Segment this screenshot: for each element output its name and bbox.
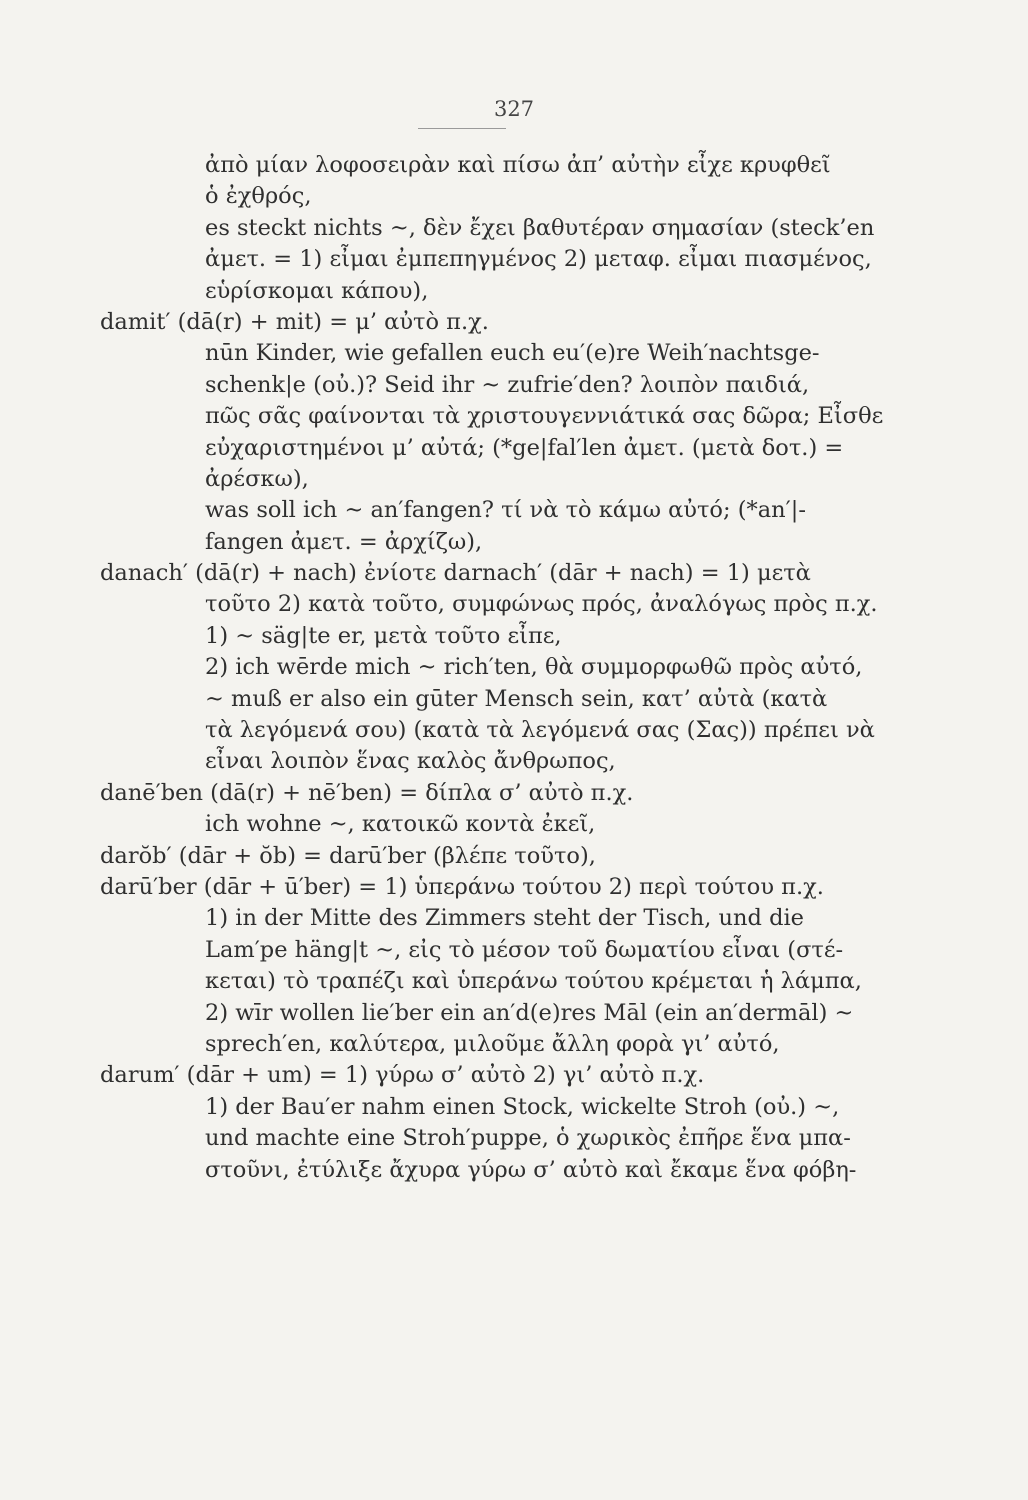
text-line: ὁ ἐχθρός, — [205, 183, 312, 210]
text-line: ~ muß er also ein gūter Mensch sein, κατ’ αὐτὰ (κατὰ — [205, 685, 828, 712]
entry-headword-line: danē′ben (dā(r) + nē′ben) = δίπλα σ’ αὐτὸ π.χ. — [100, 779, 634, 806]
text-line: ἀμετ. = 1) εἶμαι ἐμπεπηγμένος 2) μεταφ. εἶμαι πιασμένος, — [205, 246, 872, 273]
text-line: 2) wīr wollen lie′ber ein an′d(e)res Māl (ein an′dermāl) ~ — [205, 999, 854, 1026]
text-line: 1) der Bau′er nahm einen Stock, wickelte Stroh (οὐ.) ~, — [205, 1093, 840, 1120]
text-line: εἶναι λοιπὸν ἕνας καλὸς ἄνθρωπος, — [205, 748, 616, 775]
text-line: εὐχαριστημένοι μ’ αὐτά; (*ge|fal′len ἀμετ. (μετὰ δοτ.) = — [205, 434, 844, 461]
page-number: 327 — [493, 97, 535, 121]
text-line: sprech′en, καλύτερα, μιλοῦμε ἄλλη φορὰ γι’ αὐτό, — [205, 1030, 780, 1057]
text-line: nūn Kinder, wie gefallen euch eu′(e)re Weih′nachtsge- — [205, 340, 820, 367]
entry-headword-line: darum′ (dār + um) = 1) γύρω σ’ αὐτὸ 2) γι’ αὐτὸ π.χ. — [100, 1062, 705, 1089]
text-line: fangen ἀμετ. = ἀρχίζω), — [205, 528, 483, 555]
entry-headword-line: damit′ (dā(r) + mit) = μ’ αὐτὸ π.χ. — [100, 308, 489, 335]
text-line: τοῦτο 2) κατὰ τοῦτο, συμφώνως πρός, ἀναλόγως πρὸς π.χ. — [205, 591, 878, 618]
text-line: und machte eine Stroh′puppe, ὁ χωρικὸς ἐπῆρε ἕνα μπα- — [205, 1125, 851, 1152]
text-line: 2) ich wērde mich ~ rich′ten, θὰ συμμορφωθῶ πρὸς αὐτό, — [205, 654, 863, 681]
entry-headword-line: darŏb′ (dār + ŏb) = darū′ber (βλέπε τοῦτο), — [100, 842, 596, 869]
text-line: ἀπὸ μίαν λοφοσειρὰν καὶ πίσω ἀπ’ αὐτὴν εἶχε κρυφθεῖ — [205, 152, 831, 178]
text-line: Lam′pe häng|t ~, εἰς τὸ μέσον τοῦ δωματίου εἶναι (στέ- — [205, 936, 844, 963]
text-line: 1) ~ säg|te er, μετὰ τοῦτο εἶπε, — [205, 622, 562, 649]
text-line: es steckt nichts ~, δὲν ἔχει βαθυτέραν σημασίαν (steck’en — [205, 214, 875, 241]
page-number-rule — [418, 128, 506, 129]
text-line: ἀρέσκω), — [205, 465, 309, 492]
text-line: εὑρίσκομαι κάπου), — [205, 277, 429, 304]
body-text — [100, 150, 890, 1186]
text-line: was soll ich ~ an′fangen? τί νὰ τὸ κάμω αὐτό; (*an′|- — [205, 497, 806, 524]
text-line: κεται) τὸ τραπέζι καὶ ὑπεράνω τούτου κρέμεται ἡ λάμπα, — [205, 968, 862, 995]
text-line: 1) in der Mitte des Zimmers steht der Tisch, und die — [205, 905, 804, 932]
text-line: ich wohne ~, κατοικῶ κοντὰ ἐκεῖ, — [205, 811, 596, 838]
entry-headword-line: danach′ (dā(r) + nach) ἐνίοτε darnach′ (dār + nach) = 1) μετὰ — [100, 560, 811, 587]
entry-headword-line: darū′ber (dār + ū′ber) = 1) ὑπεράνω τούτου 2) περὶ τούτου π.χ. — [100, 873, 824, 900]
text-line: τὰ λεγόμενά σου) (κατὰ τὰ λεγόμενά σας (Σας)) πρέπει νὰ — [205, 717, 875, 744]
text-line: schenk|e (οὐ.)? Seid ihr ~ zufrie′den? λοιπὸν παιδιά, — [205, 371, 810, 398]
text-line: πῶς σᾶς φαίνονται τὰ χριστουγεννιάτικά σας δῶρα; Εἶσθε — [205, 403, 884, 430]
text-line: στοῦνι, ἐτύλιξε ἄχυρα γύρω σ’ αὐτὸ καὶ ἔκαμε ἕνα φόβη- — [205, 1156, 857, 1183]
